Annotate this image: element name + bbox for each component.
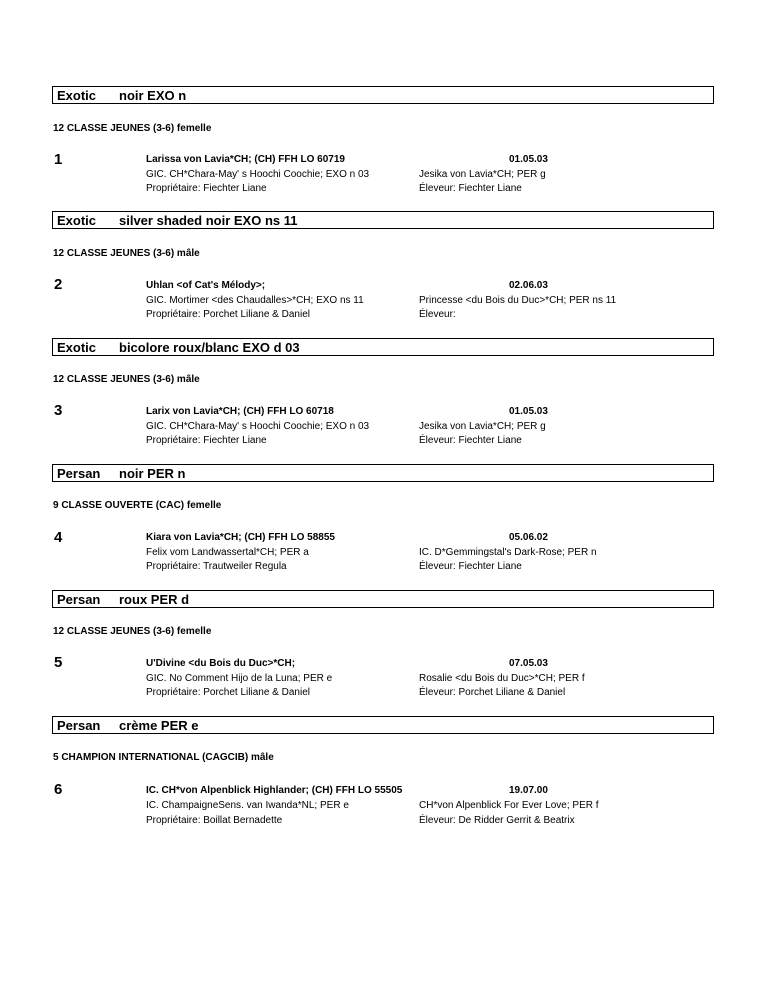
cat-name: Kiara von Lavia*CH; (CH) FFH LO 58855 — [146, 532, 335, 543]
entry-number: 3 — [54, 402, 63, 419]
breeder: Éleveur: Porchet Liliane & Daniel — [419, 687, 566, 698]
sire: GIC. CH*Chara-May' s Hoochi Coochie; EXO n 03 — [146, 421, 370, 432]
entry-number: 1 — [54, 151, 63, 168]
birth-date: 05.06.02 — [509, 532, 548, 543]
color-label: crème PER e — [119, 718, 199, 733]
breed-label: Exotic — [57, 340, 97, 355]
section-header — [52, 338, 714, 356]
breed-label: Persan — [57, 718, 101, 733]
breed-label: Persan — [57, 466, 101, 481]
breeder: Éleveur: Fiechter Liane — [419, 183, 522, 194]
sire: IC. ChampaigneSens. van Iwanda*NL; PER e — [146, 800, 349, 811]
breed-label: Exotic — [57, 213, 97, 228]
dam: IC. D*Gemmingstal's Dark-Rose; PER n — [419, 547, 597, 558]
dam: CH*von Alpenblick For Ever Love; PER f — [419, 800, 599, 811]
entry-number: 4 — [54, 529, 63, 546]
birth-date: 07.05.03 — [509, 658, 548, 669]
breed-label: Persan — [57, 592, 101, 607]
entry-number: 6 — [54, 781, 63, 798]
birth-date: 01.05.03 — [509, 154, 548, 165]
dam: Jesika von Lavia*CH; PER g — [419, 169, 546, 180]
breeder: Éleveur: De Ridder Gerrit & Beatrix — [419, 815, 575, 826]
breed-label: Exotic — [57, 88, 97, 103]
breeder: Éleveur: Fiechter Liane — [419, 435, 522, 446]
breeder: Éleveur: — [419, 309, 456, 320]
color-label: bicolore roux/blanc EXO d 03 — [119, 340, 300, 355]
entry-number: 5 — [54, 654, 63, 671]
owner: Propriétaire: Fiechter Liane — [146, 435, 267, 446]
entry-number: 2 — [54, 276, 63, 293]
section-header — [52, 464, 714, 482]
section-header — [52, 590, 714, 608]
class-label: 12 CLASSE JEUNES (3-6) femelle — [53, 626, 212, 637]
sire: GIC. CH*Chara-May' s Hoochi Coochie; EXO n 03 — [146, 169, 370, 180]
cat-name: Uhlan <of Cat's Mélody>; — [146, 280, 266, 291]
section-header — [52, 86, 714, 104]
cat-name: Larissa von Lavia*CH; (CH) FFH LO 60719 — [146, 154, 345, 165]
class-label: 12 CLASSE JEUNES (3-6) femelle — [53, 123, 212, 134]
birth-date: 02.06.03 — [509, 280, 548, 291]
section-header — [52, 716, 714, 734]
dam: Princesse <du Bois du Duc>*CH; PER ns 11 — [419, 295, 617, 306]
sire: GIC. No Comment Hijo de la Luna; PER e — [146, 673, 333, 684]
breeder: Éleveur: Fiechter Liane — [419, 561, 522, 572]
owner: Propriétaire: Boillat Bernadette — [146, 815, 283, 826]
cat-name: IC. CH*von Alpenblick Highlander; (CH) FFH LO 55505 — [146, 785, 403, 796]
dam: Rosalie <du Bois du Duc>*CH; PER f — [419, 673, 585, 684]
birth-date: 19.07.00 — [509, 785, 548, 796]
cat-name: U'Divine <du Bois du Duc>*CH; — [146, 658, 296, 669]
owner: Propriétaire: Porchet Liliane & Daniel — [146, 687, 310, 698]
color-label: roux PER d — [119, 592, 190, 607]
cat-name: Larix von Lavia*CH; (CH) FFH LO 60718 — [146, 406, 334, 417]
birth-date: 01.05.03 — [509, 406, 548, 417]
color-label: noir EXO n — [119, 88, 187, 103]
color-label: silver shaded noir EXO ns 11 — [119, 213, 298, 228]
dam: Jesika von Lavia*CH; PER g — [419, 421, 546, 432]
owner: Propriétaire: Fiechter Liane — [146, 183, 267, 194]
sire: Felix vom Landwassertal*CH; PER a — [146, 547, 309, 558]
owner: Propriétaire: Trautweiler Regula — [146, 561, 287, 572]
class-label: 12 CLASSE JEUNES (3-6) mâle — [53, 248, 200, 259]
sire: GIC. Mortimer <des Chaudalles>*CH; EXO ns 11 — [146, 295, 364, 306]
section-header — [52, 211, 714, 229]
color-label: noir PER n — [119, 466, 186, 481]
class-label: 5 CHAMPION INTERNATIONAL (CAGCIB) mâle — [53, 752, 274, 763]
class-label: 12 CLASSE JEUNES (3-6) mâle — [53, 374, 200, 385]
owner: Propriétaire: Porchet Liliane & Daniel — [146, 309, 310, 320]
class-label: 9 CLASSE OUVERTE (CAC) femelle — [53, 500, 222, 511]
